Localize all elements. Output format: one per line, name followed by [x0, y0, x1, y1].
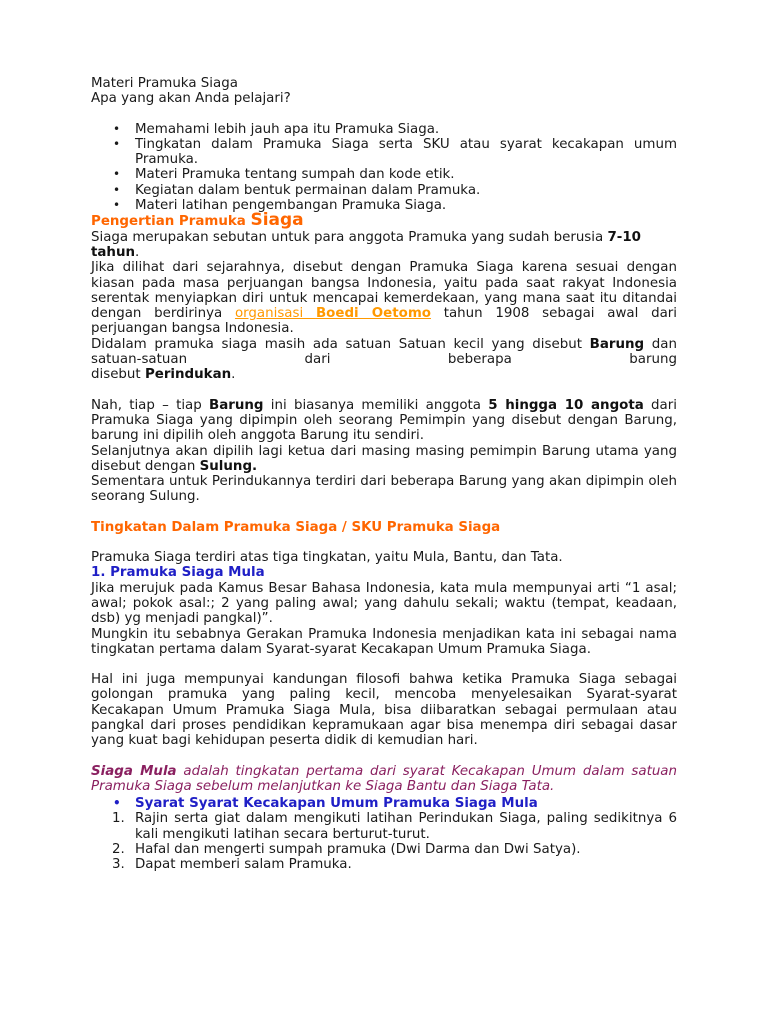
heading-emphasis: Siaga	[250, 210, 304, 231]
term-sulung: Sulung.	[199, 458, 258, 474]
text-run: ini biasanya memiliki anggota	[263, 397, 489, 413]
member-count: 5 hingga 10 angota	[488, 397, 644, 413]
item-number: 1.	[112, 811, 125, 827]
item-text: Hafal dan mengerti sumpah pramuka (Dwi Darma dan Dwi Satya).	[135, 842, 581, 858]
sku-requirements-list	[91, 811, 677, 872]
text-run: dan satuan-satuan dari beberapa barung	[91, 336, 677, 368]
text-run: dari Pramuka Siaga yang dipimpin oleh seorang Pemimpin yang disebut dengan Barung, barung ini dipilih oleh anggota Barung itu sendiri.	[91, 397, 677, 444]
link-text: organisasi	[234, 306, 316, 322]
sku-heading-list	[91, 796, 677, 811]
section-heading-pengertian	[91, 210, 677, 231]
link-text-bold: Boedi Oetomo	[315, 306, 431, 322]
list-item	[91, 842, 677, 857]
item-text: Dapat memberi salam Pramuka.	[135, 857, 352, 873]
list-item	[91, 811, 677, 842]
section-heading-tingkatan: Tingkatan Dalam Pramuka Siaga / SKU Pramuka Siaga	[91, 519, 501, 535]
term-barung: Barung	[209, 397, 264, 413]
text-run: .	[135, 244, 140, 260]
item-number: 2.	[112, 842, 125, 858]
list-item: • Materi latihan pengembangan Pramuka Siaga.	[91, 198, 677, 213]
text-run: Jika dilihat dari sejarahnya, disebut dengan Pramuka Siaga karena sesuai dengan kiasan pada masa perjuangan bangsa Indonesia, yaitu pada saat rakyat Indonesia serentak menyiapkan diri untuk mencapai kemerdekaan, yang mana saat itu ditandai dengan berdirinya	[91, 260, 677, 322]
subheading-siaga-mula: 1. Pramuka Siaga Mula	[91, 565, 265, 581]
text-run: Nah, tiap – tiap	[91, 397, 210, 413]
list-item: • Memahami lebih jauh apa itu Pramuka Siaga.	[91, 122, 677, 137]
heading-text: Pengertian Pramuka	[91, 214, 251, 230]
paragraph-kbbi: Jika merujuk pada Kamus Besar Bahasa Indonesia, kata mula mempunyai arti “1 asal; awal; pokok asal:; 2 yang paling awal; yang dahulu sekali; waktu (tempat, keadaan, dsb) yg menjadi pangkal)”.	[91, 580, 677, 627]
list-item: • Materi Pramuka tentang sumpah dan kode etik.	[91, 167, 677, 182]
text-run: tahun 1908 sebagai awal dari perjuangan bangsa Indonesia.	[91, 306, 678, 337]
document-title: Materi Pramuka Siaga	[91, 76, 238, 91]
text-run: disebut	[91, 367, 145, 383]
paragraph-sulung	[91, 444, 677, 475]
sku-list-heading: • Syarat Syarat Kecakapan Umum Pramuka Siaga Mula	[91, 796, 677, 811]
paragraph-satuan-line1	[91, 337, 677, 368]
text-run: Selanjutnya akan dipilih lagi ketua dari masing masing pemimpin Barung utama yang disebut dengan	[91, 443, 677, 474]
text-run: Siaga merupakan sebutan untuk para anggota Pramuka yang sudah berusia	[91, 229, 608, 245]
paragraph-sejarah	[91, 260, 677, 336]
term-perindukan: Perindukan	[144, 367, 232, 383]
paragraph-perindukan: Sementara untuk Perindukannya terdiri dari beberapa Barung yang akan dipimpin oleh seorang Sulung.	[91, 474, 677, 505]
document-page	[91, 76, 677, 873]
paragraph-nama-tingkatan: Mungkin itu sebabnya Gerakan Pramuka Indonesia menjadikan kata ini sebagai nama tingkatan pertama dalam Syarat-syarat Kecakapan Umum Pramuka Siaga.	[91, 626, 677, 657]
learning-list	[91, 122, 677, 214]
term-barung: Barung	[589, 336, 645, 352]
list-item	[91, 857, 677, 872]
text-run: .	[231, 367, 236, 383]
list-item: • Kegiatan dalam bentuk permainan dalam Pramuka.	[91, 183, 677, 198]
list-item: • Tingkatan dalam Pramuka Siaga serta SKU atau syarat kecakapan umum Pramuka.	[91, 137, 677, 168]
paragraph-filosofi: Hal ini juga mempunyai kandungan filosofi bahwa ketika Pramuka Siaga sebagai golongan pramuka yang paling kecil, mencoba menyelesaikan Syarat-syarat Kecakapan Umum Pramuka Siaga Mula, bisa diibaratkan sebagai permulaan atau pangkal dari proses pendidikan kepramukaan agar bisa menempa diri sebagai dasar yang kuat bagi kehidupan peserta didik di kemudian hari.	[91, 672, 677, 749]
intro-question: Apa yang akan Anda pelajari?	[91, 91, 291, 107]
paragraph-siaga-mula-definition	[91, 764, 677, 795]
paragraph-usia	[91, 230, 677, 261]
item-text: Rajin serta giat dalam mengikuti latihan Perindukan Siaga, paling sedikitnya 6 kali mengikuti latihan secara berturut-turut.	[135, 811, 677, 842]
paragraph-satuan-line2	[91, 367, 677, 382]
paragraph-barung	[91, 398, 677, 444]
item-number: 3.	[112, 857, 125, 873]
text-run: Didalam pramuka siaga masih ada satuan Satuan kecil yang disebut	[91, 336, 590, 352]
term-siaga-mula: Siaga Mula	[91, 763, 177, 779]
paragraph-tingkatan-intro: Pramuka Siaga terdiri atas tiga tingkatan, yaitu Mula, Bantu, dan Tata.	[91, 550, 563, 566]
text-run: adalah tingkatan pertama dari syarat Kecakapan Umum dalam satuan Pramuka Siaga sebelum melanjutkan ke Siaga Bantu dan Siaga Tata.	[91, 763, 677, 794]
age-range: 7-10 tahun	[91, 229, 641, 260]
link-organisasi-boedi-oetomo[interactable]	[235, 306, 431, 321]
